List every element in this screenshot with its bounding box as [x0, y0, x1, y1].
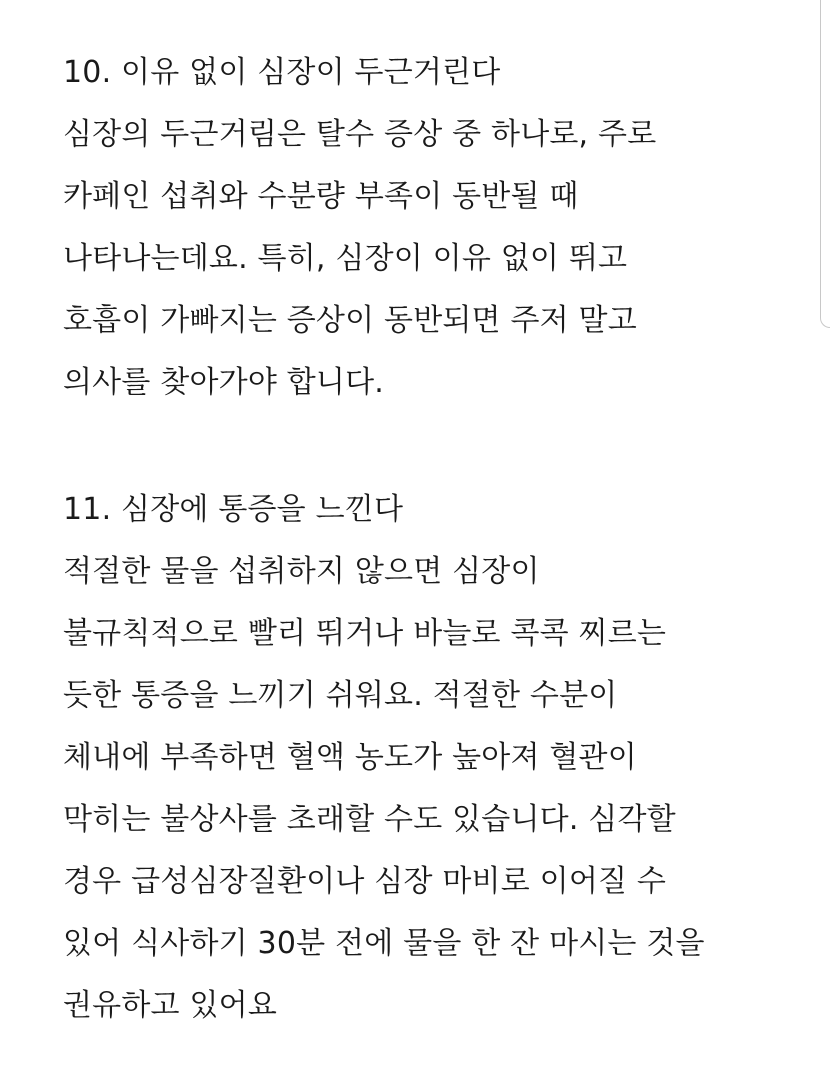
paragraph-line: 막히는 불상사를 초래할 수도 있습니다. 심각할	[63, 802, 676, 837]
paragraph-line: 심장의 두근거림은 탈수 증상 중 하나로, 주로	[63, 117, 657, 152]
paragraph-line: 불규칙적으로 빨리 뛰거나 바늘로 콕콕 찌르는	[63, 616, 667, 651]
paragraph-line: 적절한 물을 섭취하지 않으면 심장이	[63, 554, 540, 589]
section-10	[63, 42, 803, 414]
paragraph-line: 권유하고 있어요	[63, 988, 277, 1023]
paragraph-line: 체내에 부족하면 혈액 농도가 높아져 혈관이	[63, 740, 637, 775]
section-11	[63, 479, 803, 1037]
article-body	[63, 42, 803, 1037]
paragraph-line: 의사를 찾아가야 합니다.	[63, 365, 385, 400]
paragraph-line: 있어 식사하기 30분 전에 물을 한 잔 마시는 것을	[63, 926, 705, 961]
section-heading: 10. 이유 없이 심장이 두근거린다	[63, 55, 501, 90]
paragraph-line: 카페인 섭취와 수분량 부족이 동반될 때	[63, 179, 579, 214]
scrollbar[interactable]	[820, 0, 830, 328]
section-heading: 11. 심장에 통증을 느낀다	[63, 492, 404, 527]
paragraph-line: 듯한 통증을 느끼기 쉬워요. 적절한 수분이	[63, 678, 618, 713]
paragraph-line: 경우 급성심장질환이나 심장 마비로 이어질 수	[63, 864, 667, 899]
paragraph-line: 나타나는데요. 특히, 심장이 이유 없이 뛰고	[63, 241, 628, 276]
paragraph-line: 호흡이 가빠지는 증상이 동반되면 주저 말고	[63, 303, 637, 338]
